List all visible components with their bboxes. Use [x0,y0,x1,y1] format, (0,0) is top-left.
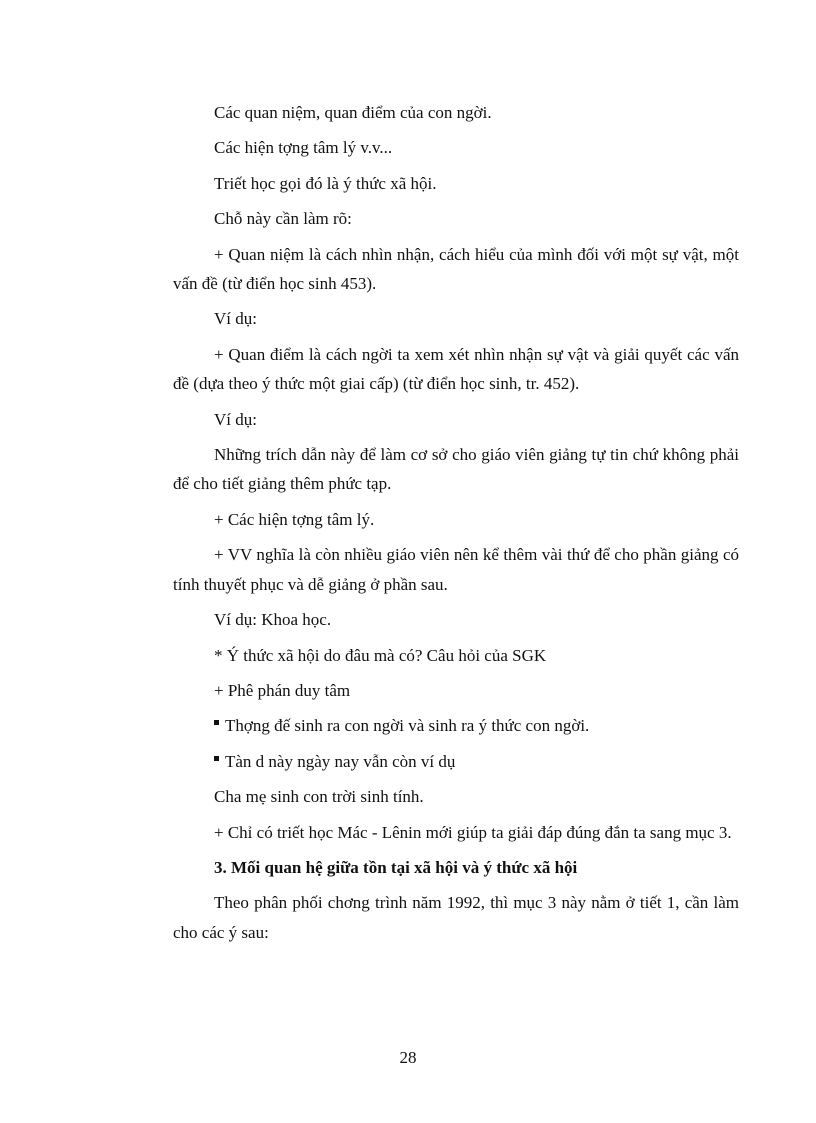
square-bullet-icon [214,720,219,725]
page-body [173,98,739,947]
paragraph: + Quan điểm là cách ngời ta xem xét nhìn nhận sự vật và giải quyết các vấn đề (dựa theo ý thức một giai cấp) (từ điển học sinh, tr. 452). [173,344,739,394]
paragraph: Theo phân phối chơng trình năm 1992, thì mục 3 này nằm ở tiết 1, cần làm cho các ý sau: [173,893,739,942]
paragraph: Ví dụ: [214,409,257,429]
bullet-paragraph [173,747,739,776]
paragraph: Chỗ này cần làm rõ: [214,209,352,229]
bullet-text: Tàn d này ngày nay vẫn còn ví dụ [225,751,456,771]
paragraph: + Quan niệm là cách nhìn nhận, cách hiểu của mình đối với một sự vật, một vấn đề (từ điển học sinh 453). [173,244,739,294]
bullet-text: Thợng đế sinh ra con ngời và sinh ra ý thức con ngời. [225,716,590,736]
paragraph: Những trích dẫn này để làm cơ sở cho giáo viên giảng tự tin chứ không phải để cho tiết giảng thêm phức tạp. [173,445,739,494]
paragraph: Cha mẹ sinh con trời sinh tính. [214,787,424,807]
bullet-paragraph [173,711,739,740]
paragraph: Ví dụ: [214,309,257,329]
section-heading: 3. Mối quan hệ giữa tồn tại xã hội và ý thức xã hội [214,857,578,877]
paragraph: * Ý thức xã hội do đâu mà có? Câu hỏi của SGK [214,645,547,665]
paragraph: Triết học gọi đó là ý thức xã hội. [214,173,437,193]
paragraph: + VV nghĩa là còn nhiều giáo viên nên kể thêm vài thứ để cho phần giảng có tính thuyết phục và dễ giảng ở phần sau. [173,545,739,594]
paragraph: + Phê phán duy tâm [214,680,351,700]
paragraph: Các quan niệm, quan điểm của con ngời. [214,103,492,122]
square-bullet-icon [214,756,219,761]
page-number: 28 [399,1048,417,1067]
paragraph: + Chỉ có triết học Mác - Lênin mới giúp ta giải đáp đúng đắn ta sang mục 3. [214,822,732,842]
paragraph: + Các hiện tợng tâm lý. [214,509,375,529]
paragraph: Các hiện tợng tâm lý v.v... [214,138,393,158]
paragraph: Ví dụ: Khoa học. [214,610,332,630]
